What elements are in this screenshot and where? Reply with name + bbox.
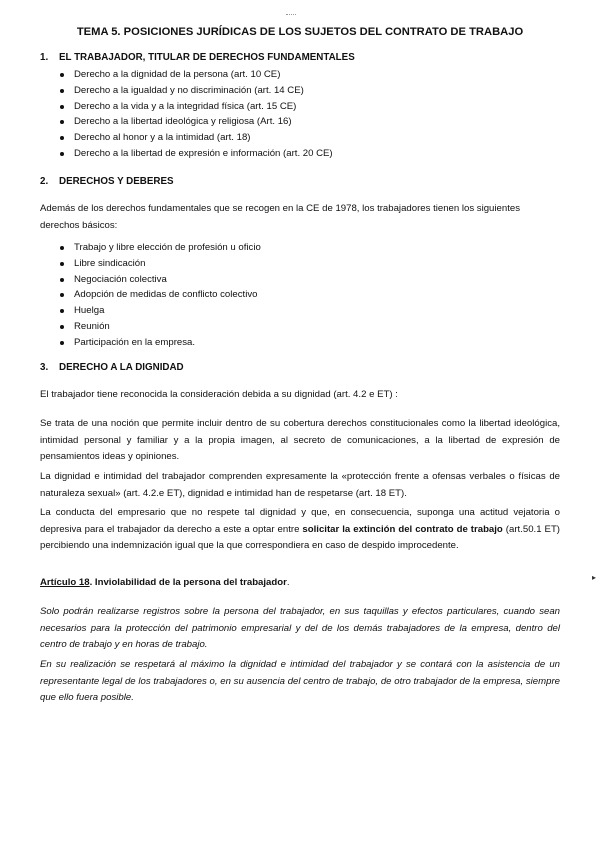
article-18-paragraph-2: En su realización se respetará al máximo la dignidad e intimidad del trabajador y se contará con la asistencia de un representante legal de los trabajadores o, en su ausencia del centro de trabajo, de otro trabajador de la empresa, siempre que ello fuera posible. [40,659,560,704]
section-3-title: DERECHO A LA DIGNIDAD [59,362,184,373]
list-item: Trabajo y libre elección de profesión u oficio [56,240,261,256]
section-2-title: DERECHOS Y DEBERES [59,176,174,187]
list-item: Huelga [56,303,261,319]
list-item: Derecho a la dignidad de la persona (art. 10 CE) [56,67,333,83]
list-item: Derecho a la igualdad y no discriminación (art. 14 CE) [56,83,333,99]
dignity-text: La conducta del empresario que no respete tal dignidad y que, en consecuencia, suponga una actitud vejatoria o depresiva para el trabajador da derecho a este a optar entre [40,507,560,535]
dignity-paragraph-4 [40,505,560,555]
dignity-paragraph-2: Se trata de una noción que permite incluir dentro de su cobertura derechos constitucionales como la libertad ideológica, intimidad personal y familiar y a la propia imagen, al secreto de comunicaciones, a la libertad de expresión de pensamientos ideas y opiniones. [40,418,560,463]
margin-mark: ▸ [592,573,597,582]
list-item: Reunión [56,319,261,335]
list-item: Adopción de medidas de conflicto colectivo [56,287,261,303]
section-2-number: 2. [40,176,49,187]
document-title: TEMA 5. POSICIONES JURÍDICAS DE LOS SUJETOS DEL CONTRATO DE TRABAJO [76,26,524,38]
dignity-text-end: (art.50.1 ET) percibiendo una indemnización igual que la que correspondiera en caso de despido improcedente. [40,523,560,552]
article-title-end: . [286,577,290,588]
article-title: . Inviolabilidad de la persona del trabajador [89,577,287,588]
dignity-paragraph-3: La dignidad e intimidad del trabajador comprenden expresamente la «protección frente a ofensas verbales o físicas de naturaleza sexual» (art. 4.2.e ET), dignidad e intimidad han de respetarse (art. 18 ET). [40,471,560,499]
section-1-number: 1. [40,52,49,63]
list-item: Negociación colectiva [56,272,261,288]
section-1-list [56,67,333,162]
header-mark [286,14,296,16]
list-item: Derecho a la vida y a la integridad física (art. 15 CE) [56,99,333,115]
section-1-title: EL TRABAJADOR, TITULAR DE DERECHOS FUNDAMENTALES [59,52,355,63]
list-item: Derecho al honor y a la intimidad (art. 18) [56,130,333,146]
list-item: Participación en la empresa. [56,335,261,351]
section-2-heading [40,176,174,187]
section-2-intro: Además de los derechos fundamentales que se recogen en la CE de 1978, los trabajadores tienen los siguientes derechos básicos: [40,203,520,231]
article-18-paragraph-1: Solo podrán realizarse registros sobre la persona del trabajador, en sus taquillas y efectos particulares, cuando sean necesarios para la protección del patrimonio empresarial y del de los demás trabajadores de la empresa, dentro del centro de trabajo y en horas de trabajo. [40,606,560,651]
section-2-list [56,240,261,351]
list-item: Derecho a la libertad ideológica y religiosa (Art. 16) [56,114,333,130]
list-item: Libre sindicación [56,256,261,272]
dignity-emphasis: solicitar la extinción del contrato de trabajo [302,523,503,535]
article-label: Artículo 18 [40,577,90,588]
article-18-heading [40,575,560,592]
section-3-number: 3. [40,362,49,373]
dignity-paragraph-1: El trabajador tiene reconocida la consideración debida a su dignidad (art. 4.2 e ET) : [40,389,398,400]
list-item: Derecho a la libertad de expresión e información (art. 20 CE) [56,146,333,162]
section-1-heading [40,52,355,63]
section-3-heading [40,362,184,373]
